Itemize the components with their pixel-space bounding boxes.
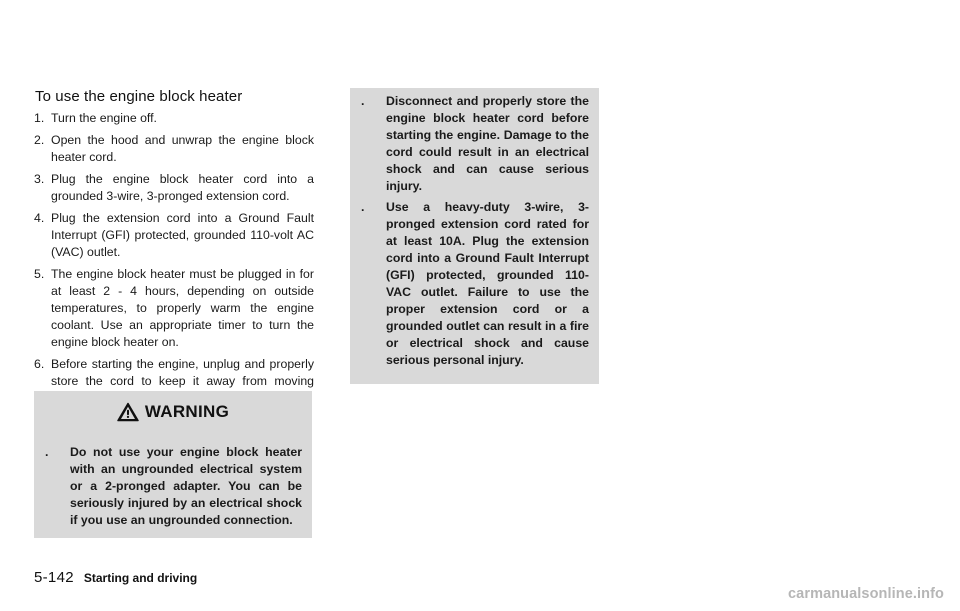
middle-column — [350, 88, 598, 384]
list-item — [350, 199, 599, 369]
left-column — [34, 88, 314, 412]
warning-title: WARNING — [144, 402, 230, 421]
step-text: Turn the engine off. — [51, 111, 157, 125]
step-number: 5. — [34, 267, 45, 281]
warning-box-left — [34, 391, 312, 538]
page-number: 5-142 — [34, 569, 74, 586]
section-heading: To use the engine block heater — [35, 88, 243, 105]
step-number: 1. — [34, 111, 45, 125]
list-item — [34, 132, 314, 166]
list-item — [34, 171, 314, 205]
warning-box-continued — [350, 88, 599, 384]
bullet: . — [361, 200, 365, 214]
warning-text: Disconnect and properly store the engine block heater cord before starting the engine. Damage to the cord could result in an electrical shock and can cause serious injury. — [386, 94, 589, 193]
step-text: Plug the engine block heater cord into a grounded 3-wire, 3-pronged extension cord. — [51, 172, 314, 203]
warning-header — [34, 391, 312, 423]
list-item — [34, 444, 312, 529]
bullet: . — [45, 445, 49, 459]
list-item — [34, 210, 314, 261]
warning-list-left — [34, 444, 312, 529]
warning-text: Do not use your engine block heater with an ungrounded electrical system or a 2-pronged adapter. You can be seriously injured by an electrical shock if you use an ungrounded connection. — [70, 445, 302, 527]
page-footer — [34, 569, 197, 586]
step-text: Plug the extension cord into a Ground Fault Interrupt (GFI) protected, grounded 110-volt AC (VAC) outlet. — [51, 211, 314, 259]
step-text: The engine block heater must be plugged in for at least 2 - 4 hours, depending on outside temperatures, to properly warm the engine coolant. Use an appropriate timer to turn the engine block heater on. — [51, 267, 314, 349]
warning-text: Use a heavy-duty 3-wire, 3-pronged extension cord rated for at least 10A. Plug the extension cord into a Ground Fault Interrupt (GFI) protected, grounded 110-VAC outlet. Failure to use the proper extension cord or a grounded outlet can result in a fire or electrical shock and cause serious personal injury. — [386, 200, 589, 367]
steps-list — [34, 110, 314, 407]
list-item — [350, 93, 599, 195]
step-number: 2. — [34, 133, 45, 147]
bullet: . — [361, 94, 365, 108]
step-number: 3. — [34, 172, 45, 186]
warning-list-mid — [350, 93, 599, 369]
section-name: Starting and driving — [83, 571, 198, 585]
warning-triangle-icon — [117, 402, 139, 422]
step-text: Before starting the engine, unplug and properly store the cord to keep it away from moving — [51, 357, 314, 388]
watermark: carmanualsonline.info — [788, 586, 944, 602]
step-number: 6. — [34, 357, 45, 371]
list-item — [34, 110, 314, 127]
step-number: 4. — [34, 211, 45, 225]
list-item — [34, 266, 314, 351]
step-text: Open the hood and unwrap the engine block heater cord. — [51, 133, 314, 164]
